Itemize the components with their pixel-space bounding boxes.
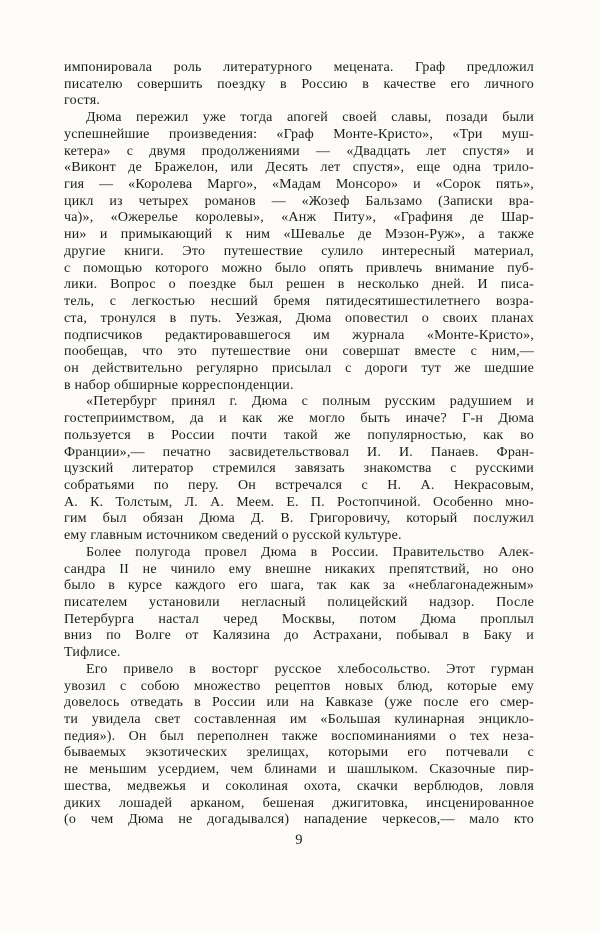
text-block <box>64 60 534 829</box>
text-line: Петербурга настал черед Москвы, потом Дюма проплыл <box>64 611 534 627</box>
text-line: «Петербург принял г. Дюма с полным русским радушием и <box>86 394 534 410</box>
text-line: Тифлисе. <box>64 645 121 661</box>
text-line: лики. Вопрос о поездке был решен в несколько дней. И писа- <box>64 277 534 293</box>
text-line: пользуется в России почти такой же популярностью, как во <box>64 427 534 443</box>
text-line: не меньшим усердием, чем блинами и шашлыком. Сказочные пир- <box>64 762 534 778</box>
text-line: ста, тронулся в путь. Уезжая, Дюма оповестил о своих планах <box>64 310 534 326</box>
text-line: увозил с собою множество рецептов новых блюд, которые ему <box>64 678 534 694</box>
text-line: ни» и примыкающий к ним «Шевалье де Мэзон-Руж», а также <box>64 227 534 243</box>
text-line: с помощью которого можно было опять привлечь внимание пуб- <box>64 260 534 276</box>
text-line: ти увидела свет составленная им «Большая кулинарная энцикло- <box>64 712 534 728</box>
text-line: Франции»,— печатно засвидетельствовал И. И. Панаев. Фран- <box>64 444 534 460</box>
text-line: вниз по Волге от Калязина до Астрахани, побывал в Баку и <box>64 628 534 644</box>
text-line: гим был обязан Дюма Д. В. Григоровичу, который послужил <box>64 511 534 527</box>
text-line: импонировала роль литературного мецената. Граф предложил <box>64 60 534 75</box>
text-line: писателем установили негласный полицейский надзор. После <box>64 595 534 610</box>
text-line: подписчиков редактировавшегося им журнала «Монте-Кристо», <box>64 327 534 343</box>
text-line: другие книги. Это путешествие сулило интересный материал, <box>64 243 534 259</box>
text-line: тель, с легкостью несший бремя пятидесятишестилетнего возра- <box>64 294 534 310</box>
text-line: педия»). Он был переполнен также воспоминаниями о тех неза- <box>64 728 534 744</box>
text-line: пообещав, что это путешествие они совершат вместе с ним,— <box>64 344 534 360</box>
text-line: кетера» с двумя продолжениями — «Двадцать лет спустя» и <box>64 143 534 159</box>
text-line: Дюма пережил уже тогда апогей своей славы, позади были <box>86 110 534 126</box>
text-line: «Виконт де Бражелон, или Десять лет спустя», еще одна трило- <box>64 160 534 176</box>
text-line: А. К. Толстым, Л. А. Меем. Е. П. Ростопчиной. Особенно мно- <box>64 494 534 510</box>
text-line: довелось отведать в России или на Кавказе (уже после его смер- <box>64 695 534 711</box>
text-line: было в курсе каждого его шага, так как за «неблагонадежным» <box>64 578 534 594</box>
text-line: бываемых экзотических зрелищах, которыми его потчевали с <box>64 745 534 761</box>
text-line: собратьями по перу. Он встречался с Н. А. Некрасовым, <box>64 477 534 493</box>
text-line: Его привело в восторг русское хлебосольство. Этот гурман <box>86 661 534 677</box>
text-line: ему главным источником сведений о русской культуре. <box>64 528 402 544</box>
text-line: гия — «Королева Марго», «Мадам Монсоро» и «Сорок пять», <box>64 177 534 193</box>
text-line: шества, медвежья и соколиная охота, скачки верблюдов, ловля <box>64 778 534 794</box>
text-line: ча)», «Ожерелье королевы», «Анж Питу», «Графиня де Шар- <box>64 210 534 226</box>
text-line: цикл из четырех романов — «Жозеф Бальзамо (Записки вра- <box>64 193 534 209</box>
text-line: он действительно регулярно присылал с дороги тут же шедшие <box>64 360 534 376</box>
text-line: писателю совершить поездку в Россию в качестве его личного <box>64 76 534 92</box>
text-line: цузский литератор стремился завязать знакомства с русскими <box>64 461 534 477</box>
page-number: 9 <box>295 832 303 848</box>
text-line: гостеприимством, да и как же могло быть иначе? Г-н Дюма <box>64 411 534 427</box>
text-line: диких лошадей арканом, бешеная джигитовка, инсценированное <box>64 795 534 811</box>
text-line: сандра II не чинило ему внешне никаких препятствий, но оно <box>64 561 534 577</box>
text-line: (о чем Дюма не догадывался) нападение черкесов,— мало кто <box>64 812 534 828</box>
text-line: в набор обширные корреспонденции. <box>64 377 294 393</box>
text-line: Более полугода провел Дюма в России. Правительство Алек- <box>86 544 534 560</box>
text-line: успешнейшие произведения: «Граф Монте-Кристо», «Три муш- <box>64 126 534 142</box>
text-line: гостя. <box>64 93 101 109</box>
